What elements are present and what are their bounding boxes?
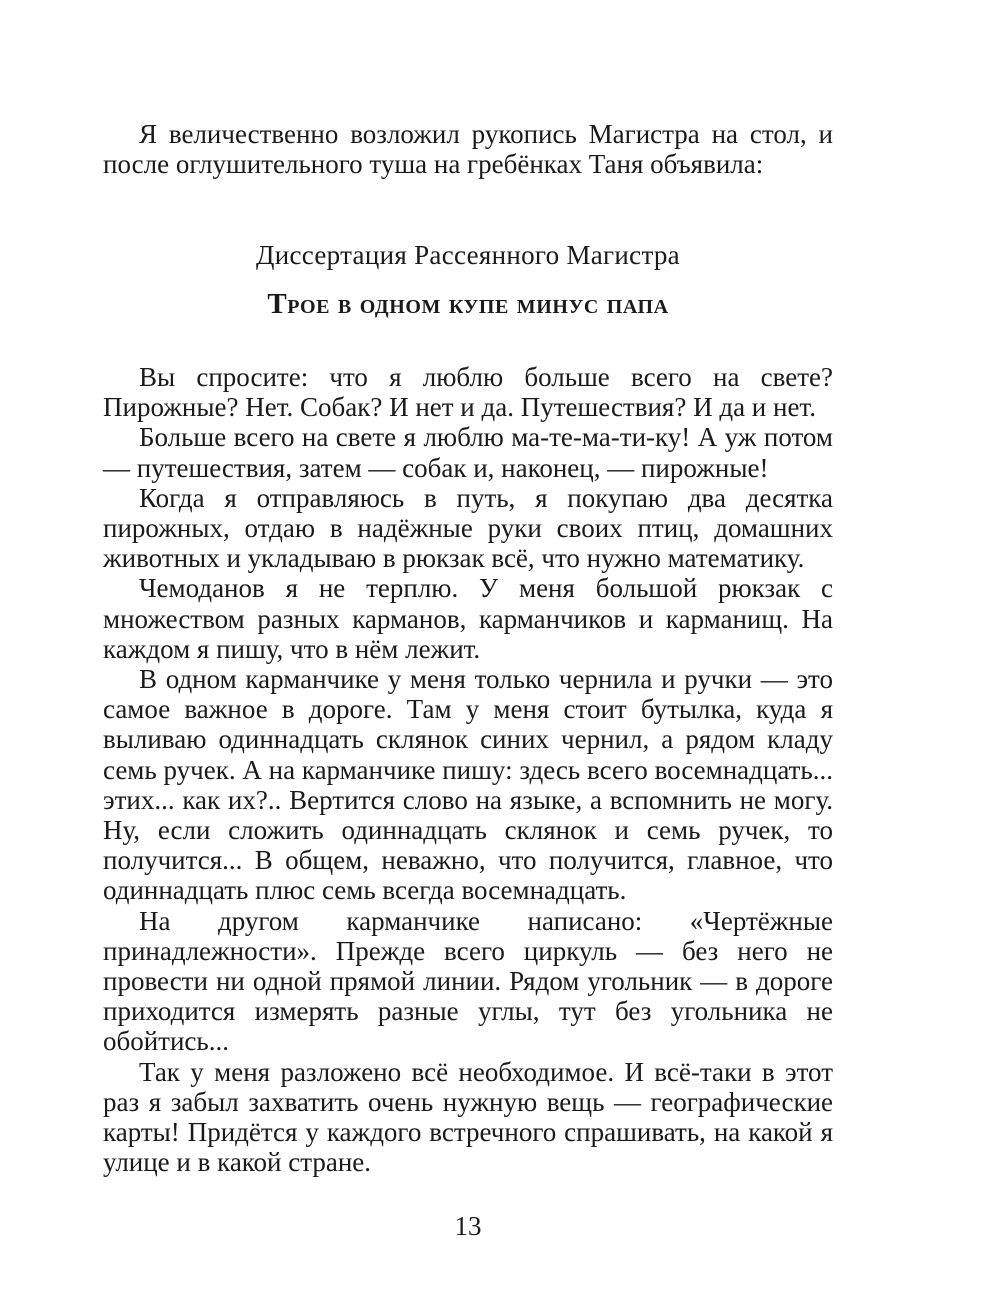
paragraph-2: Больше всего на свете я люблю ма-те-ма-ти-ку! А уж потом — путешествия, затем — собак и, наконец, — пирожные! bbox=[103, 422, 833, 483]
chapter-body bbox=[103, 362, 833, 1177]
paragraph-1: Вы спросите: что я люблю больше всего на свете? Пирожные? Нет. Собак? И нет и да. Путешествия? И да и нет. bbox=[103, 362, 833, 423]
paragraph-5: В одном карманчике у меня только чернила и ручки — это самое важное в дороге. Там у меня стоит бутылка, куда я выливаю одиннадцать склянок синих чернил, а рядом кладу семь ручек. А на карманчике пишу: здесь всего восемнадцать... этих... как их?.. Вертится слово на языке, а вспомнить не могу. Ну, если сложить одиннадцать склянок и семь ручек, то получится... В общем, неважно, что получится, главное, что одиннадцать плюс семь всегда восемнадцать. bbox=[103, 664, 833, 906]
intro-paragraph: Я величественно возложил рукопись Магистра на стол, и после оглушительного туша на гребёнках Таня объявила: bbox=[103, 119, 833, 180]
paragraph-3: Когда я отправляюсь в путь, я покупаю два десятка пирожных, отдаю в надёжные руки своих птиц, домашних животных и укладываю в рюкзак всё, что нужно математику. bbox=[103, 482, 833, 574]
chapter-subtitle: Диссертация Рассеянного Магистра bbox=[256, 240, 680, 270]
paragraph-4: Чемоданов я не терплю. У меня большой рюкзак с множеством разных карманов, карманчиков и карманищ. На каждом я пишу, что в нём лежит. bbox=[103, 573, 833, 664]
chapter-title: Трое в одном купе минус папа bbox=[267, 288, 669, 320]
paragraph-6: На другом карманчике написано: «Чертёжные принадлежности». Прежде всего циркуль — без него не провести ни одной прямой линии. Рядом угольник — в дороге приходится измерять разные углы, тут без угольника не обойтись... bbox=[103, 905, 833, 1057]
page-number: 13 bbox=[454, 1211, 482, 1241]
intro-section bbox=[103, 119, 833, 179]
paragraph-7: Так у меня разложено всё необходимое. И всё-таки в этот раз я забыл захватить очень нужную вещь — географические карты! Придётся у каждого встречного спрашивать, на какой я улице и в какой стране. bbox=[103, 1056, 833, 1178]
